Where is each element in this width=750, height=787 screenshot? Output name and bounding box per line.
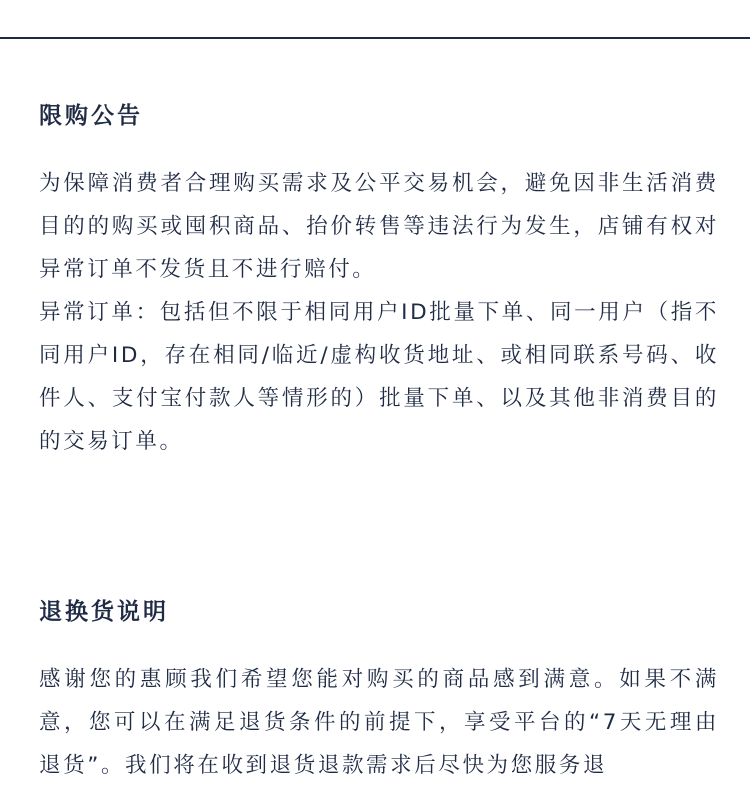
return-policy-section	[39, 597, 719, 787]
return-policy-body	[39, 658, 719, 787]
purchase-limit-paragraph: 为保障消费者合理购买需求及公平交易机会，避免因非生活消费目的的购买或囤积商品、抬价转售等违法行为发生，店铺有权对异常订单不发货且不进行赔付。	[39, 171, 719, 282]
return-policy-paragraph: 感谢您的惠顾我们希望您能对购买的商品感到满意。如果不满意，您可以在满足退货条件的前提下，享受平台的“7天无理由退货”。我们将在收到退货退款需求后尽快为您服务退	[39, 667, 719, 778]
return-policy-title: 退换货说明	[39, 599, 169, 625]
top-divider	[0, 37, 750, 39]
purchase-limit-body	[39, 162, 719, 463]
purchase-limit-section	[39, 101, 719, 463]
abnormal-order-paragraph: 异常订单：包括但不限于相同用户ID批量下单、同一用户（指不同用户ID，存在相同/临近/虚构收货地址、或相同联系号码、收件人、支付宝付款人等情形的）批量下单、以及其他非消费目的的交易订单。	[39, 300, 719, 454]
purchase-limit-title: 限购公告	[39, 103, 143, 129]
